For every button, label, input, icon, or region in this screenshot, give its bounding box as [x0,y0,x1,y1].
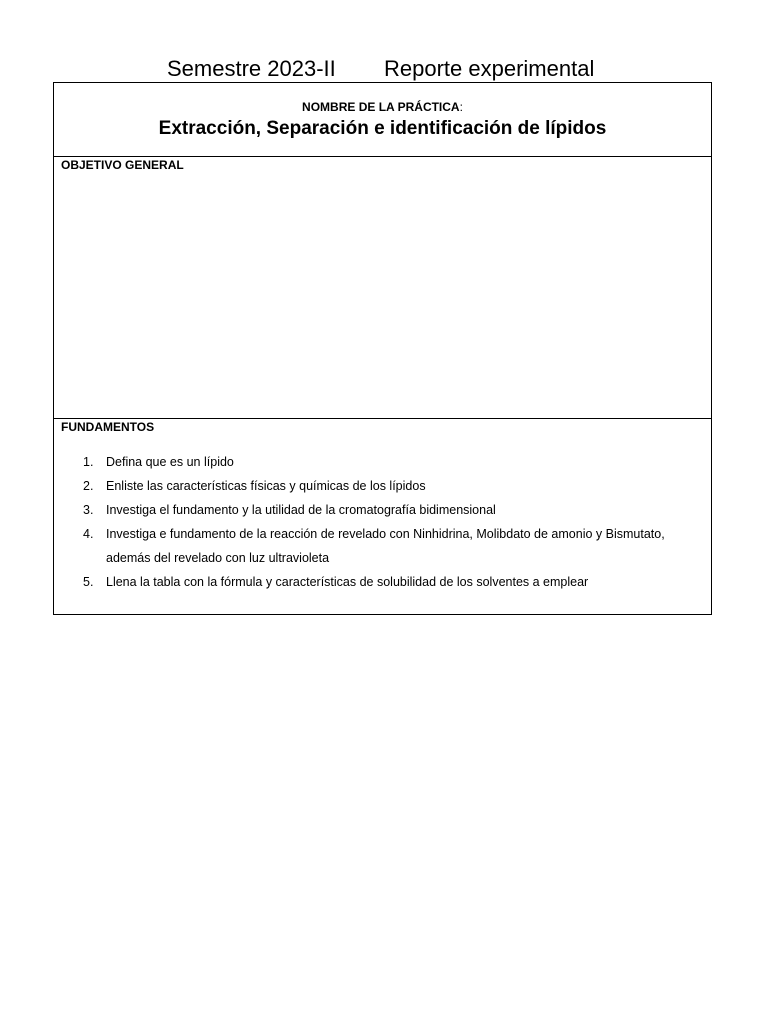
report-type-label: Reporte experimental [384,56,595,81]
list-item [78,474,671,498]
objective-heading: OBJETIVO GENERAL [61,158,184,172]
practice-name-label-text: NOMBRE DE LA PRÁCTICA [302,100,460,114]
practice-name-section [54,83,711,157]
list-item-text: Defina que es un lípido [106,455,234,469]
list-item-number: 4. [83,527,94,541]
objective-section [54,157,711,419]
list-item-number: 5. [83,575,94,589]
fundamentos-list [78,450,671,594]
semester-label: Semestre 2023-II [167,56,336,81]
fundamentos-heading: FUNDAMENTOS [61,420,155,434]
list-item [78,570,671,594]
list-item-number: 3. [83,503,94,517]
fundamentos-section [54,419,711,614]
list-item [78,498,671,522]
list-item [78,522,671,570]
list-item-text: Investiga el fundamento y la utilidad de la cromatografía bidimensional [106,503,496,517]
report-table [53,82,712,615]
list-item-text: Investiga e fundamento de la reacción de revelado con Ninhidrina, Molibdato de amonio y Bismutato, además del revelado con luz ultravioleta [106,527,665,565]
practice-name-label [54,99,711,115]
list-item-text: Enliste las características físicas y químicas de los lípidos [106,479,426,493]
list-item-text: Llena la tabla con la fórmula y características de solubilidad de los solventes a emplear [106,575,589,589]
practice-title: Extracción, Separación e identificación de lípidos [158,118,607,139]
list-item [78,450,671,474]
list-item-number: 2. [83,479,94,493]
practice-name-label-colon: : [459,100,463,114]
document-header [0,54,768,84]
list-item-number: 1. [83,455,94,469]
